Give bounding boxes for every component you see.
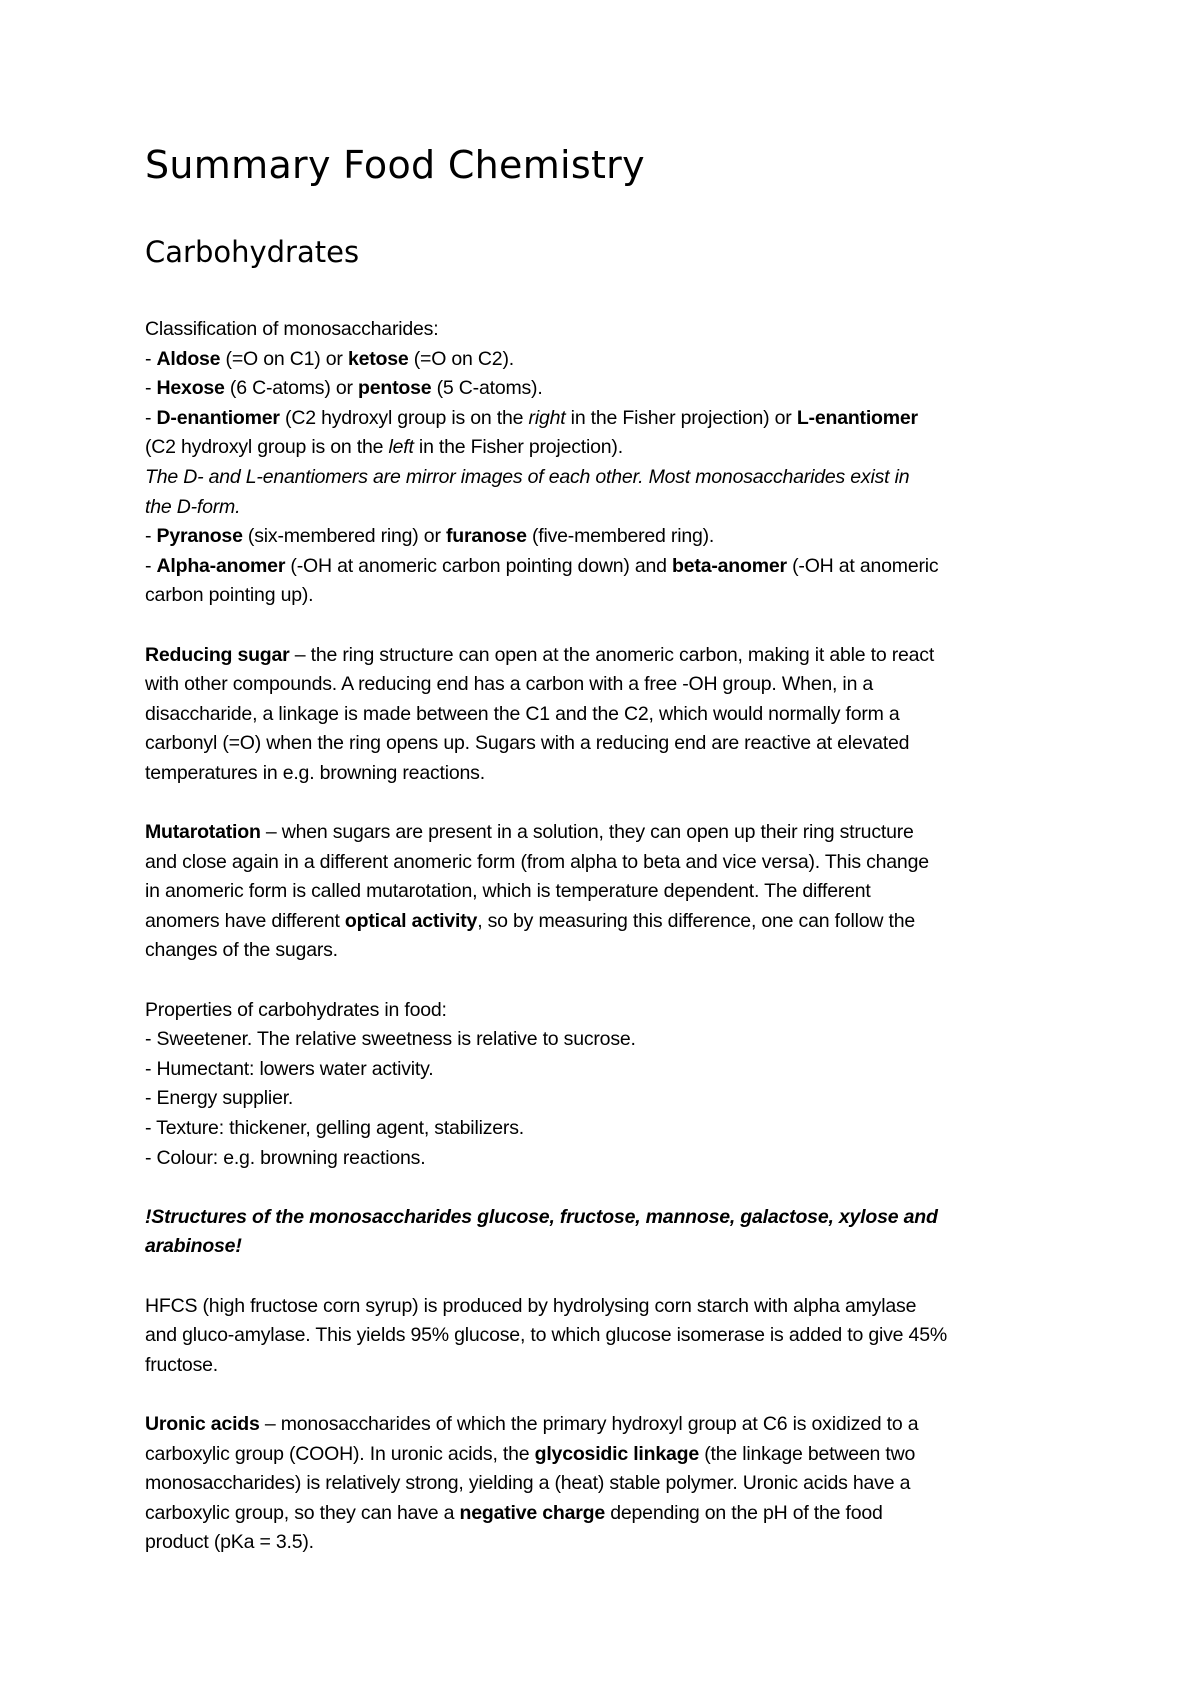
mirror-note-line-2: the D-form. [145,495,241,518]
reducing-sugar-paragraph: Reducing sugar – the ring structure can open at the anomeric carbon, making it able to react with other compounds. A reducing end has a carbon with a free -OH group. When, in a disaccharide, a linkage is made between the C1 and the C2, which would normally form a carbonyl (=O) when the ring opens up. Sugars with a reducing end are reactive at elevated temperatures in e.g. browning reactions. [145,643,935,784]
list-item: - Colour: e.g. browning reactions. [145,1146,426,1169]
uronic-acids-paragraph: Uronic acids – monosaccharides of which the primary hydroxyl group at C6 is oxidized to a carboxylic group (COOH). In uronic acids, the glycosidic linkage (the linkage between two monosaccharides) is relatively strong, yielding a (heat) stable polymer. Uronic acids have a carboxylic group, so they can have a negative charge depending on the pH of the food product (pKa = 3.5). [145,1412,919,1554]
classification-paragraph [145,315,1075,611]
anomer-line: - Alpha-anomer (-OH at anomeric carbon pointing down) and beta-anomer (-OH at anomeric [145,554,939,577]
enantiomer-line-2: (C2 hydroxyl group is on the left in the Fisher projection). [145,436,623,459]
document-body [145,315,1075,1558]
hexose-line: - Hexose (6 C-atoms) or pentose (5 C-atoms). [145,377,543,400]
mirror-note-line-1: The D- and L-enantiomers are mirror images of each other. Most monosaccharides exist in [145,465,910,488]
properties-heading: Properties of carbohydrates in food: [145,998,447,1021]
list-item: - Humectant: lowers water activity. [145,1057,434,1080]
reducing-sugar-term: Reducing sugar [145,643,290,666]
structures-note: !Structures of the monosaccharides glucose, fructose, mannose, galactose, xylose and arabinose! [145,1205,938,1258]
properties-paragraph [145,996,1075,1174]
optical-activity-term: optical activity [344,909,478,932]
pyranose-line: - Pyranose (six-membered ring) or furanose (five-membered ring). [145,525,715,548]
negative-charge-term: negative charge [459,1501,606,1524]
list-item: - Sweetener. The relative sweetness is relative to sucrose. [145,1028,636,1051]
uronic-acids-term: Uronic acids [145,1412,260,1435]
aldose-line: - Aldose (=O on C1) or ketose (=O on C2). [145,347,514,370]
anomer-line-2: carbon pointing up). [145,584,314,607]
enantiomer-line: - D-enantiomer (C2 hydroxyl group is on the right in the Fisher projection) or L-enantiomer [145,406,918,429]
list-item: - Energy supplier. [145,1087,294,1110]
mutarotation-term: Mutarotation [145,821,261,844]
mutarotation-paragraph: Mutarotation – when sugars are present in a solution, they can open up their ring structure and close again in a different anomeric form (from alpha to beta and vice versa). This change in anomeric form is called mutarotation, which is temperature dependent. The different anomers have different optical activity, so by measuring this difference, one can follow the changes of the sugars. [145,821,929,962]
section-heading-carbohydrates: Carbohydrates [145,235,360,269]
glycosidic-linkage-term: glycosidic linkage [534,1442,700,1465]
document-title: Summary Food Chemistry [145,143,645,187]
list-item: - Texture: thickener, gelling agent, stabilizers. [145,1117,524,1140]
classification-heading: Classification of monosaccharides: [145,318,439,340]
hfcs-paragraph: HFCS (high fructose corn syrup) is produced by hydrolysing corn starch with alpha amylase and gluco-amylase. This yields 95% glucose, to which glucose isomerase is added to give 45% fructose. [145,1294,947,1376]
